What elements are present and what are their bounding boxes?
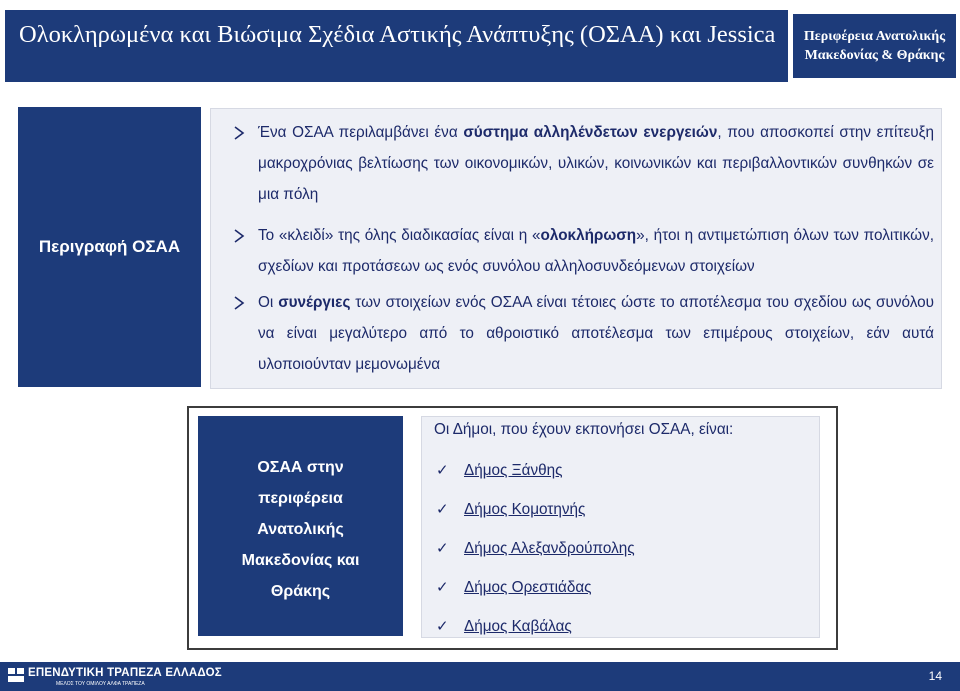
check-icon: ✓	[436, 540, 449, 557]
check-icon: ✓	[436, 462, 449, 479]
municipality-name: Δήμος Ξάνθης	[464, 462, 563, 479]
arrow-bullet-icon	[232, 296, 246, 310]
check-icon: ✓	[436, 618, 449, 635]
description-label: Περιγραφή ΟΣΑΑ	[18, 107, 201, 387]
description-bullet-3: Οι συνέργιες των στοιχείων ενός ΟΣΑΑ είναι τέτοιες ώστε το αποτέλεσμα του σχεδίου ως συνόλου να είναι μεγαλύτερο από το αθροιστικό αποτέλεσμα των επιμέρους στοιχείων, εάν αυτά υλοποιούνταν μεμονωμένα	[258, 294, 934, 373]
bank-subtitle: ΜΕΛΟΣ ΤΟΥ ΟΜΙΛΟΥ ΑΛΦΑ ΤΡΑΠΕΖΑ	[56, 681, 145, 687]
region-line: ΟΣΑΑ στην	[257, 458, 344, 476]
region-line: περιφέρεια	[258, 489, 343, 507]
description-bullet-2: Το «κλειδί» της όλης διαδικασίας είναι η «ολοκλήρωση», ήτοι η αντιμετώπιση όλων των πολιτικών, σχεδίων και προτάσεων ως ενός συνόλου αλληλοσυνδεόμενων στοιχείων	[258, 227, 934, 275]
list-item	[436, 617, 572, 636]
title-bar	[5, 10, 788, 82]
list-item	[436, 578, 592, 597]
list-item	[436, 461, 563, 480]
check-icon: ✓	[436, 501, 449, 518]
region-line: Θράκης	[270, 582, 331, 600]
check-icon: ✓	[436, 579, 449, 596]
arrow-bullet-icon	[232, 229, 246, 243]
municipalities-title: Οι Δήμοι, που έχουν εκπονήσει ΟΣΑΑ, είναι:	[434, 421, 734, 438]
arrow-bullet-icon	[232, 126, 246, 140]
list-item	[436, 500, 585, 519]
bank-name: ΕΠΕΝΔΥΤΙΚΗ ΤΡΑΠΕΖΑ ΕΛΛΑΔΟΣ	[28, 667, 222, 679]
region-badge: Περιφέρεια Ανατολικής Μακεδονίας & Θράκης	[793, 14, 956, 78]
municipality-name: Δήμος Κομοτηνής	[464, 501, 586, 518]
page-number: 14	[928, 669, 942, 683]
list-item	[436, 539, 635, 558]
municipalities-panel	[421, 416, 820, 638]
page-title: Ολοκληρωμένα και Βιώσιμα Σχέδια Αστικής Ανάπτυξης (ΟΣΑΑ) και Jessica	[19, 21, 776, 48]
municipality-name: Δήμος Αλεξανδρούπολης	[464, 540, 635, 557]
municipality-name: Δήμος Ορεστιάδας	[464, 579, 592, 596]
description-bullet-1: Ένα ΟΣΑΑ περιλαμβάνει ένα σύστημα αλληλένδετων ενεργειών, που αποσκοπεί στην επίτευξη μακροχρόνιας βελτίωσης των οικονομικών, υλικών, κοινωνικών και περιβαλλοντικών συνθηκών σε μια πόλη	[258, 124, 935, 203]
region-label-box	[198, 416, 403, 636]
region-line: Ανατολικής	[257, 520, 344, 538]
region-line: Μακεδονίας και	[241, 551, 360, 569]
bank-logo-icon	[8, 668, 24, 682]
municipality-name: Δήμος Καβάλας	[464, 618, 572, 635]
